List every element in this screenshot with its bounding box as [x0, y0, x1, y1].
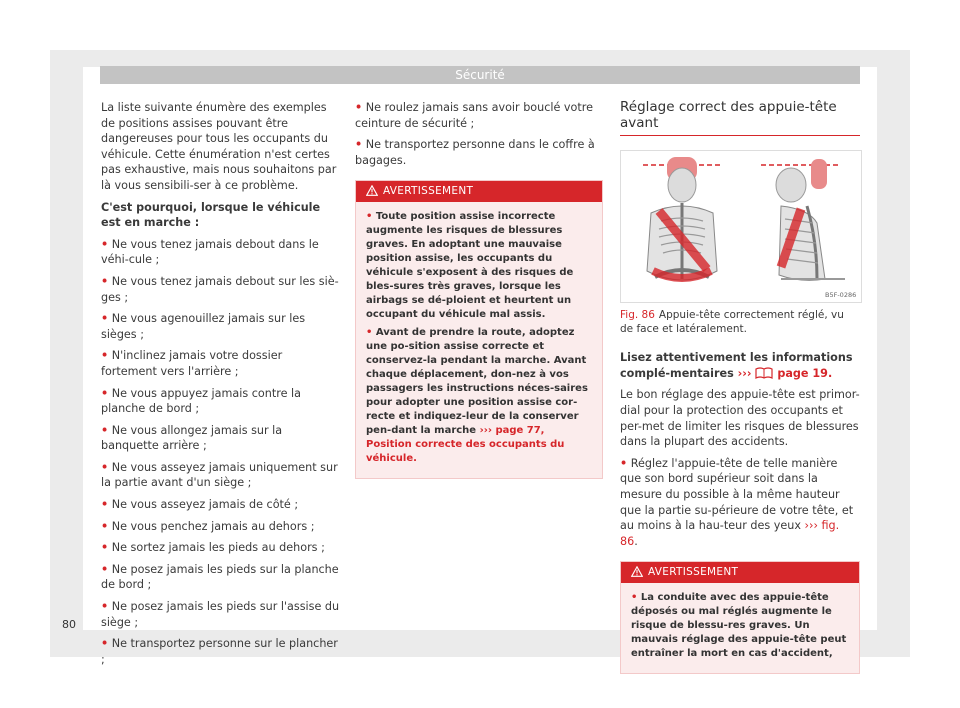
read-more-paragraph: Lisez attentivement les informations complé-mentaires ››› page 19.: [620, 351, 853, 380]
bullet-icon: •: [101, 312, 109, 326]
danger-list: [101, 237, 341, 668]
list-item: • Ne posez jamais les pieds sur la planche de bord ;: [101, 562, 339, 592]
warning-point: • La conduite avec des appuie-tête déposés ou mal réglés augmente le risque de blessu-res graves. Un mauvais réglage des appuie-tête peut entraîner la mort en cas d'accident,: [631, 592, 847, 660]
list-item: • Ne vous appuyez jamais contre la planche de bord ;: [101, 386, 301, 416]
figure-caption: Fig. 86 Appuie-tête correctement réglé, vu de face et latéralement.: [620, 309, 844, 336]
list-item: • Réglez l'appuie-tête de telle manière que son bord supérieur soit dans la mesure du possible à la même hauteur que la partie su-périeure de votre tête, et au moins à la hau-teur des yeux ››› fig. 86.: [620, 456, 854, 548]
page-link[interactable]: page 19.: [777, 366, 833, 380]
bullet-icon: •: [620, 456, 628, 470]
list-heading: C'est pourquoi, lorsque le véhicule est en marche :: [101, 200, 321, 230]
bullet-icon: •: [101, 562, 109, 576]
warning-header: [621, 562, 859, 583]
list-item: • Ne sortez jamais les pieds au dehors ;: [101, 541, 325, 555]
bullet-icon: •: [101, 541, 109, 555]
ref-arrows: ›››: [804, 519, 818, 533]
ref-arrows: ›››: [479, 425, 492, 437]
warning-triangle-icon: [366, 185, 378, 196]
figure-code: B5F-0286: [825, 291, 857, 300]
list-item: • Ne transportez personne sur le plancher ;: [101, 637, 338, 666]
bullet-icon: •: [355, 101, 363, 114]
list-item: • Ne vous allongez jamais sur la banquette arrière ;: [101, 423, 283, 453]
figure-label: Fig. 86: [620, 309, 655, 322]
bullet-icon: •: [101, 498, 109, 512]
bullet-icon: •: [101, 423, 109, 437]
column-right: [620, 100, 860, 674]
list-item: • Ne vous tenez jamais debout dans le véhi-cule ;: [101, 237, 319, 267]
list-item: • Ne roulez jamais sans avoir bouclé votre ceinture de sécurité ;: [355, 101, 594, 130]
section-header: Sécurité: [100, 66, 860, 84]
bullet-icon: •: [101, 460, 109, 474]
warning-point: • Avant de prendre la route, adoptez une po-sition assise correcte et conservez-la pendant la marche. Avant chaque déplacement, don-nez à vos passagers les instructions néces-saires pour adopter une position assise cor-recte et indiquez-leur de la conserver pen-dant la marche ››› page 77, Position correcte des occupants du véhicule.: [366, 327, 588, 465]
list-item: • Ne posez jamais les pieds sur l'assise du siège ;: [101, 600, 340, 629]
list-item: • Ne transportez personne dans le coffre à bagages.: [355, 138, 595, 167]
warning-title: AVERTISSEMENT: [383, 185, 474, 198]
body-paragraph: Le bon réglage des appuie-tête est primor-dial pour la protection des occupants et per-met de limiter les risques de blessures dans la plupart des accidents.: [620, 388, 860, 449]
column-left: [101, 100, 341, 673]
warning-box: [355, 180, 603, 479]
bullet-icon: •: [101, 237, 109, 251]
warning-box: [620, 561, 860, 674]
list-item: • N'inclinez jamais votre dossier fortement vers l'arrière ;: [101, 349, 283, 378]
warning-body: [356, 202, 602, 478]
list-item: • Ne vous asseyez jamais de côté ;: [101, 498, 299, 512]
warning-triangle-icon: [631, 566, 643, 577]
bullet-icon: •: [101, 349, 109, 363]
list-item: • Ne vous tenez jamais debout sur les siè-ges ;: [101, 274, 339, 304]
list-item: • Ne vous asseyez jamais uniquement sur la partie avant d'un siège ;: [101, 460, 338, 490]
bullet-icon: •: [101, 386, 109, 400]
figure-link[interactable]: fig. 86: [620, 519, 840, 548]
bullet-icon: •: [101, 600, 109, 614]
bullet-icon: •: [355, 138, 363, 152]
list-item: • Ne vous agenouillez jamais sur les sièges ;: [101, 312, 306, 341]
bullet-icon: •: [101, 274, 109, 288]
section-title: Réglage correct des appuie-tête avant: [620, 100, 860, 136]
headrest-illustration: [621, 151, 861, 302]
warning-body: [621, 583, 859, 673]
page-number: 80: [62, 618, 76, 631]
warning-header: [356, 181, 602, 202]
ref-arrows: ›››: [737, 366, 752, 380]
bullet-icon: •: [101, 637, 109, 651]
book-icon: [755, 367, 773, 379]
bullet-icon: •: [101, 519, 109, 533]
warning-point: • Toute position assise incorrecte augmente les risques de blessures graves. En adoptant une mauvaise position assise, les occupants du véhicule s'exposent à des risques de bles-sures très graves, lorsque les airbags se dé-ploient et heurtent un occupant du véhicule mal assis.: [366, 211, 574, 321]
cross-reference-link[interactable]: page 77, Position correcte des occupants du véhicule.: [366, 425, 565, 465]
intro-paragraph: La liste suivante énumère des exemples de positions assises pouvant être dangereuses pour tous les occupants du véhicule. Cette énumération n'est certes pas exhaustive, mais nous souhaitons par là vous sensibili-ser à ce problème.: [101, 101, 337, 192]
column-middle: [355, 100, 603, 479]
list-item: • Ne vous penchez jamais au dehors ;: [101, 519, 315, 533]
warning-title: AVERTISSEMENT: [648, 566, 739, 579]
figure-headrest: [620, 150, 862, 303]
